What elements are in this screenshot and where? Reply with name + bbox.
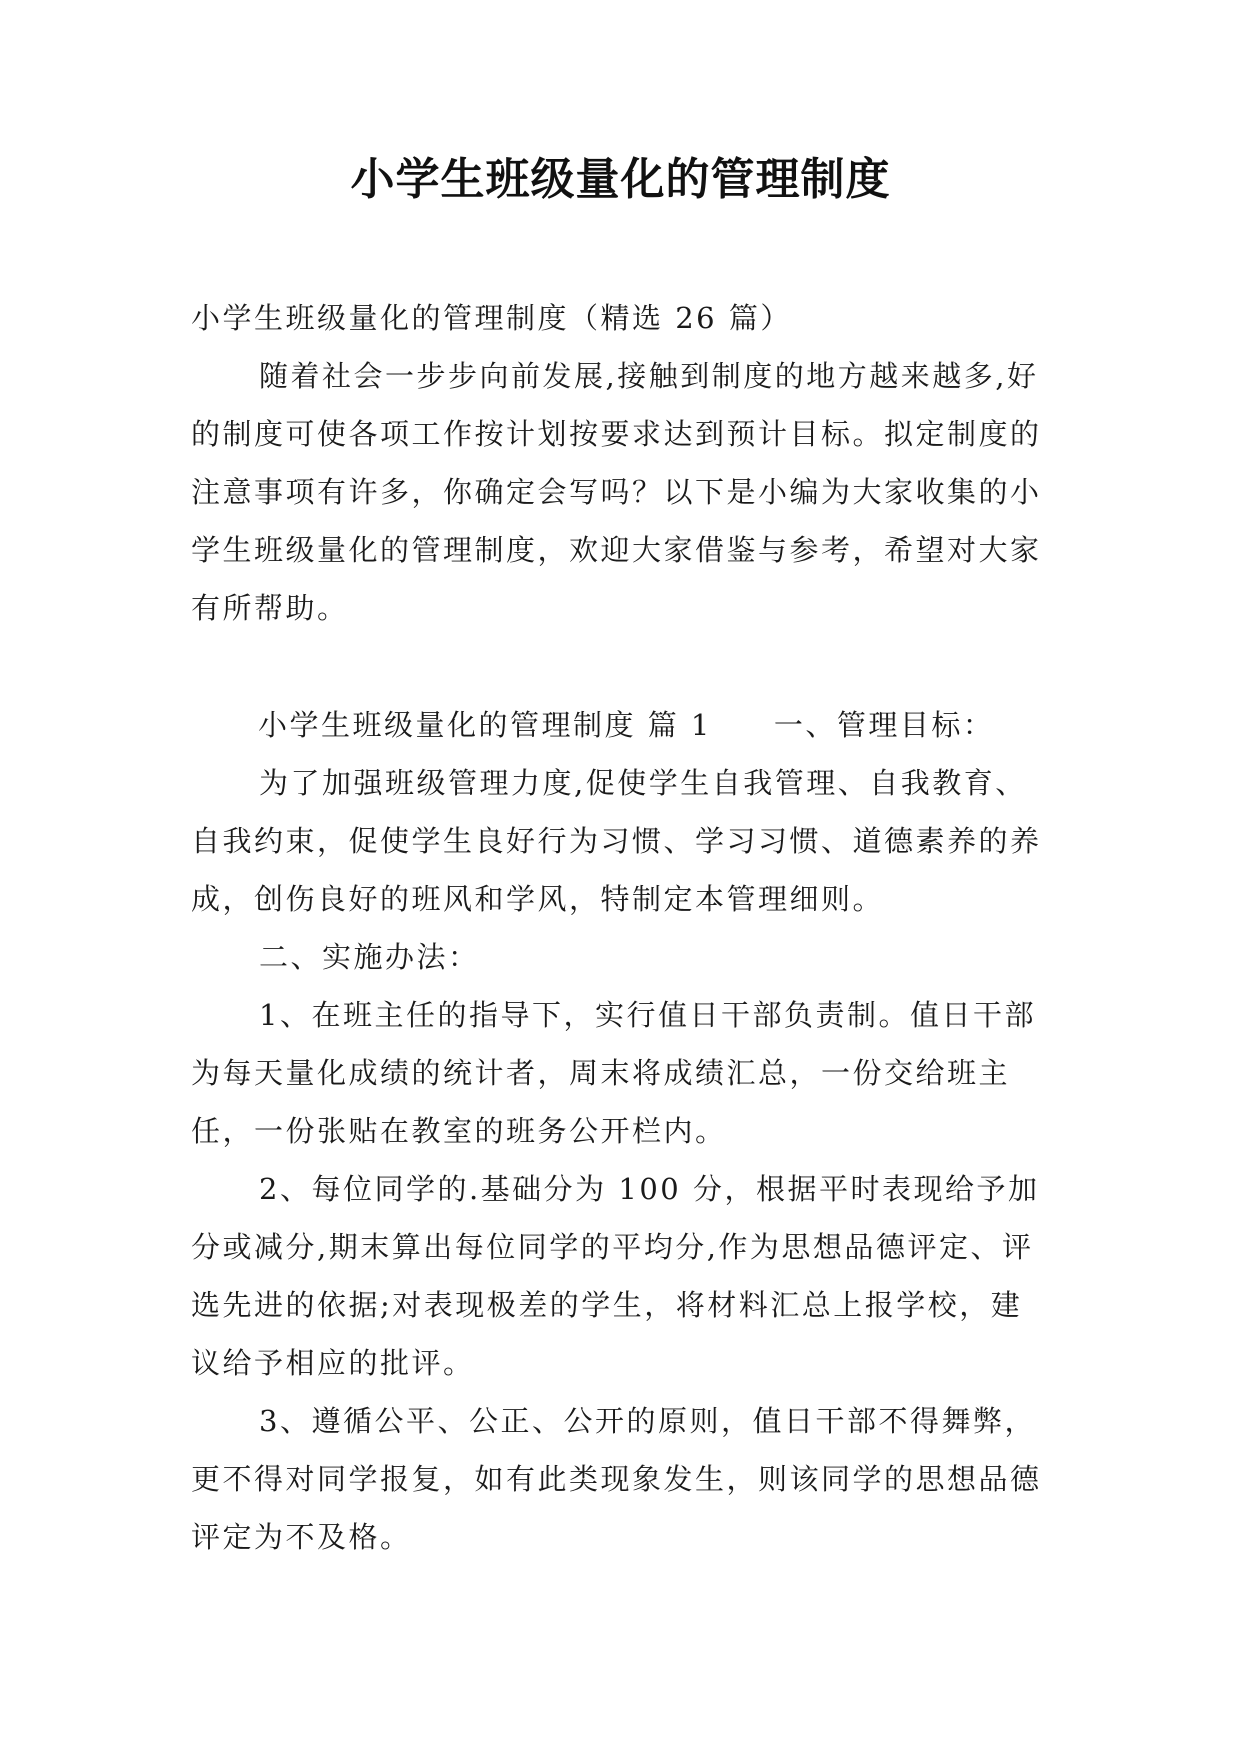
intro-section [191, 347, 1051, 637]
document-title: 小学生班级量化的管理制度 [350, 154, 891, 205]
paragraph-rule-3: 3、遵循公平、公正、公开的原则，值日干部不得舞弊，更不得对同学报复，如有此类现象发生，则该同学的思想品德评定为不及格。 [191, 1404, 1042, 1554]
paragraph-goal-description: 为了加强班级管理力度,促使学生自我管理、自我教育、自我约束，促使学生良好行为习惯、学习习惯、道德素养的养成，创伤良好的班风和学风，特制定本管理细则。 [191, 766, 1042, 916]
document-subtitle: 小学生班级量化的管理制度（精选 26 篇） [191, 301, 792, 335]
paragraph-rule-2: 2、每位同学的.基础分为 100 分，根据平时表现给予加分或减分,期末算出每位同学的平均分,作为思想品德评定、评选先进的依据;对表现极差的学生，将材料汇总上报学校，建议给予相应的批评。 [191, 1172, 1040, 1380]
section-title-management-goals: 一、管理目标： [773, 708, 995, 742]
paragraph-rule-1: 1、在班主任的指导下，实行值日干部负责制。值日干部为每天量化成绩的统计者，周末将成绩汇总，一份交给班主任，一份张贴在教室的班务公开栏内。 [191, 998, 1036, 1148]
chapter-heading-line [258, 696, 1058, 754]
chapter-body [191, 754, 1051, 1566]
chapter-heading: 小学生班级量化的管理制度 篇 1 [258, 708, 712, 742]
intro-paragraph: 随着社会一步步向前发展,接触到制度的地方越来越多,好的制度可使各项工作按计划按要求达到预计目标。拟定制度的注意事项有许多，你确定会写吗？以下是小编为大家收集的小学生班级量化的管理制度，欢迎大家借鉴与参考，希望对大家有所帮助。 [191, 359, 1042, 625]
section-title-implementation: 二、实施办法： [259, 940, 480, 974]
